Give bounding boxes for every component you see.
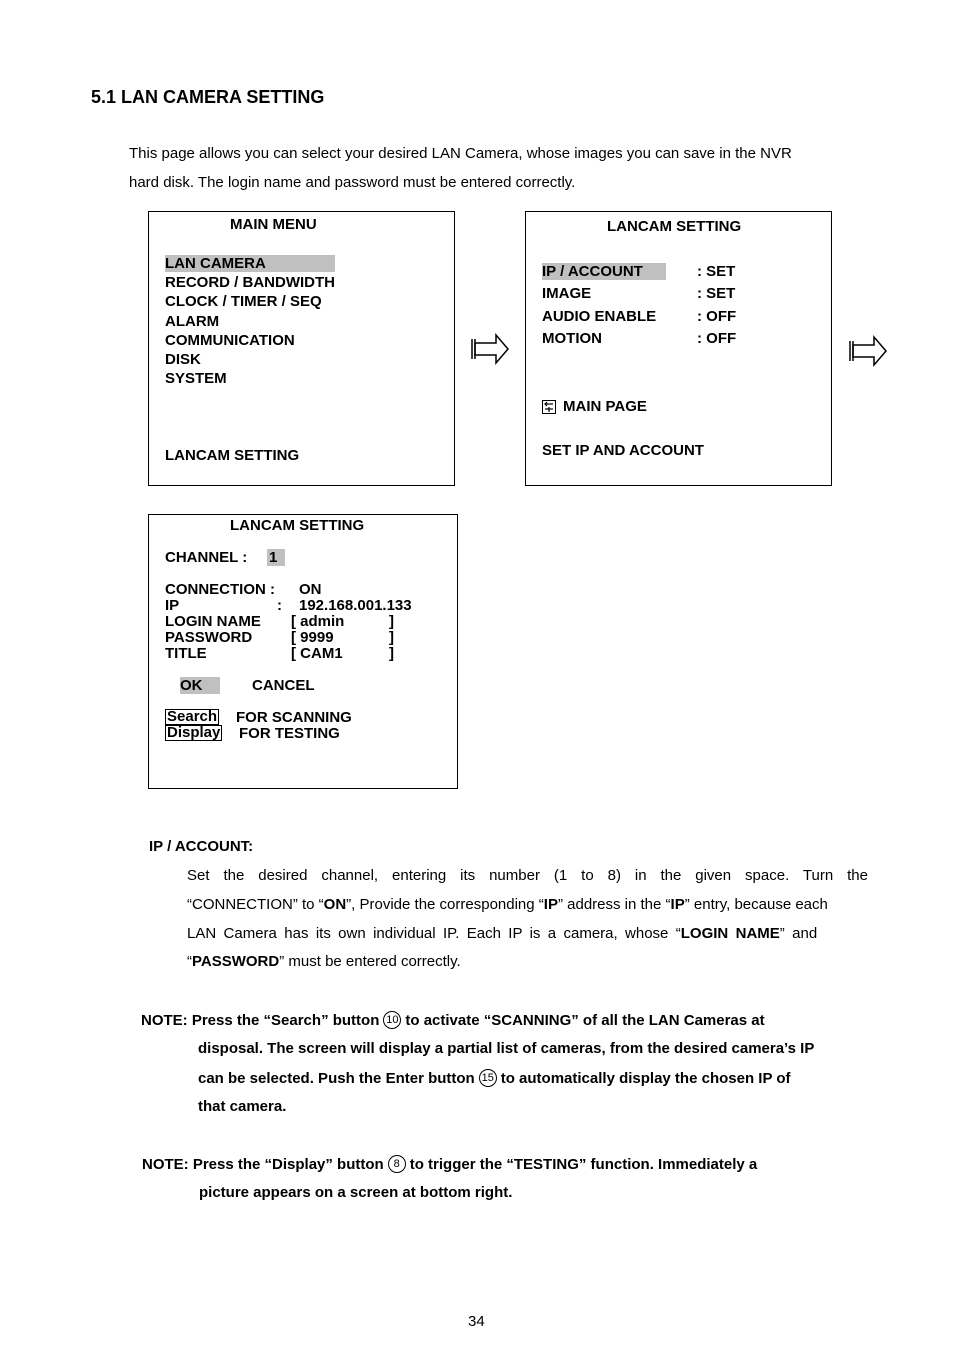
ip-account-heading: IP / ACCOUNT:: [149, 838, 254, 855]
login-name-label: LOGIN NAME: [165, 613, 261, 630]
note-1-line-4: that camera.: [198, 1098, 287, 1115]
lancam-detail-title: LANCAM SETTING: [230, 517, 365, 534]
menu-item-lan-camera[interactable]: LAN CAMERA: [165, 255, 335, 272]
return-icon[interactable]: [542, 400, 556, 414]
lancam-item-image[interactable]: IMAGE: [542, 285, 592, 302]
menu-item-disk[interactable]: DISK: [165, 351, 201, 368]
title-label: TITLE: [165, 645, 207, 662]
ip-colon: :: [277, 597, 282, 614]
button-10-icon: 10: [383, 1011, 401, 1029]
cancel-button[interactable]: CANCEL: [252, 677, 315, 694]
lancam-item-audio-enable-value: : OFF: [697, 308, 737, 325]
section-title: 5.1 LAN CAMERA SETTING: [91, 87, 325, 107]
menu-item-communication[interactable]: COMMUNICATION: [165, 332, 295, 349]
lancam-item-ip-account-value: : SET: [697, 263, 736, 280]
ip-label: IP: [165, 597, 180, 614]
ip-value[interactable]: 192.168.001.133: [299, 597, 412, 614]
login-name-bracket: ]: [389, 613, 394, 630]
menu-item-record-bandwidth[interactable]: RECORD / BANDWIDTH: [165, 274, 335, 291]
password-label: PASSWORD: [165, 629, 253, 646]
ip-account-line-1: Set the desired channel, entering its number (1 to 8) in the given space. Turn the: [187, 867, 868, 884]
main-menu-title: MAIN MENU: [230, 216, 317, 233]
note-1-line-1: NOTE: Press the “Search” button 10 to activate “SCANNING” of all the LAN Cameras at: [141, 1012, 765, 1029]
lancam-menu-footer: SET IP AND ACCOUNT: [542, 442, 704, 459]
button-15-icon: 15: [479, 1069, 497, 1087]
menu-item-alarm[interactable]: ALARM: [165, 313, 220, 330]
ip-account-line-3: LAN Camera has its own individual IP. Each IP is a camera, whose “LOGIN NAME” and: [187, 925, 818, 942]
note-2-line-2: picture appears on a screen at bottom right.: [199, 1184, 513, 1201]
intro-line-2: hard disk. The login name and password must be entered correctly.: [129, 174, 576, 191]
password-field[interactable]: [ 9999: [291, 629, 334, 646]
title-bracket: ]: [389, 645, 394, 662]
display-button[interactable]: Display: [167, 724, 221, 741]
main-menu-footer: LANCAM SETTING: [165, 447, 300, 464]
intro-line-1: This page allows you can select your desired LAN Camera, whose images you can save in the NVR: [129, 145, 792, 162]
note-1-line-3: can be selected. Push the Enter button 15 to automatically display the chosen IP of: [198, 1070, 791, 1087]
lancam-item-motion[interactable]: MOTION: [542, 330, 602, 347]
ip-account-line-2: “CONNECTION” to “ON”, Provide the corresponding “IP” address in the “IP” entry, because each: [187, 896, 828, 913]
display-description: FOR TESTING: [239, 725, 340, 742]
lancam-item-motion-value: : OFF: [697, 330, 737, 347]
password-bracket: ]: [389, 629, 394, 646]
login-name-field[interactable]: [ admin: [291, 613, 345, 630]
ok-button[interactable]: OK: [180, 677, 220, 694]
lancam-item-ip-account[interactable]: IP / ACCOUNT: [542, 263, 666, 280]
main-menu-box: [148, 211, 455, 486]
channel-input[interactable]: 1: [267, 549, 285, 566]
search-description: FOR SCANNING: [236, 709, 352, 726]
title-field[interactable]: [ CAM1: [291, 645, 343, 662]
lancam-menu-title: LANCAM SETTING: [607, 218, 742, 235]
lancam-item-image-value: : SET: [697, 285, 736, 302]
lancam-item-audio-enable[interactable]: AUDIO ENABLE: [542, 308, 657, 325]
channel-label: CHANNEL :: [165, 549, 248, 566]
page-number: 34: [468, 1313, 485, 1330]
connection-value[interactable]: ON: [299, 581, 322, 598]
note-1-line-2: disposal. The screen will display a partial list of cameras, from the desired camera’s IP: [198, 1040, 815, 1057]
menu-item-clock-timer-seq[interactable]: CLOCK / TIMER / SEQ: [165, 293, 322, 310]
main-page-link[interactable]: MAIN PAGE: [563, 398, 647, 415]
right-arrow-icon: [848, 334, 888, 368]
right-arrow-icon: [470, 332, 510, 366]
ip-account-line-4: “PASSWORD” must be entered correctly.: [187, 953, 461, 970]
lancam-detail-box: [148, 514, 458, 789]
menu-item-system[interactable]: SYSTEM: [165, 370, 227, 387]
note-2-line-1: NOTE: Press the “Display” button 8 to trigger the “TESTING” function. Immediately a: [142, 1156, 758, 1173]
button-8-icon: 8: [388, 1155, 406, 1173]
lancam-menu-box: [525, 211, 832, 486]
connection-label: CONNECTION :: [165, 581, 275, 598]
search-button[interactable]: Search: [167, 708, 218, 725]
